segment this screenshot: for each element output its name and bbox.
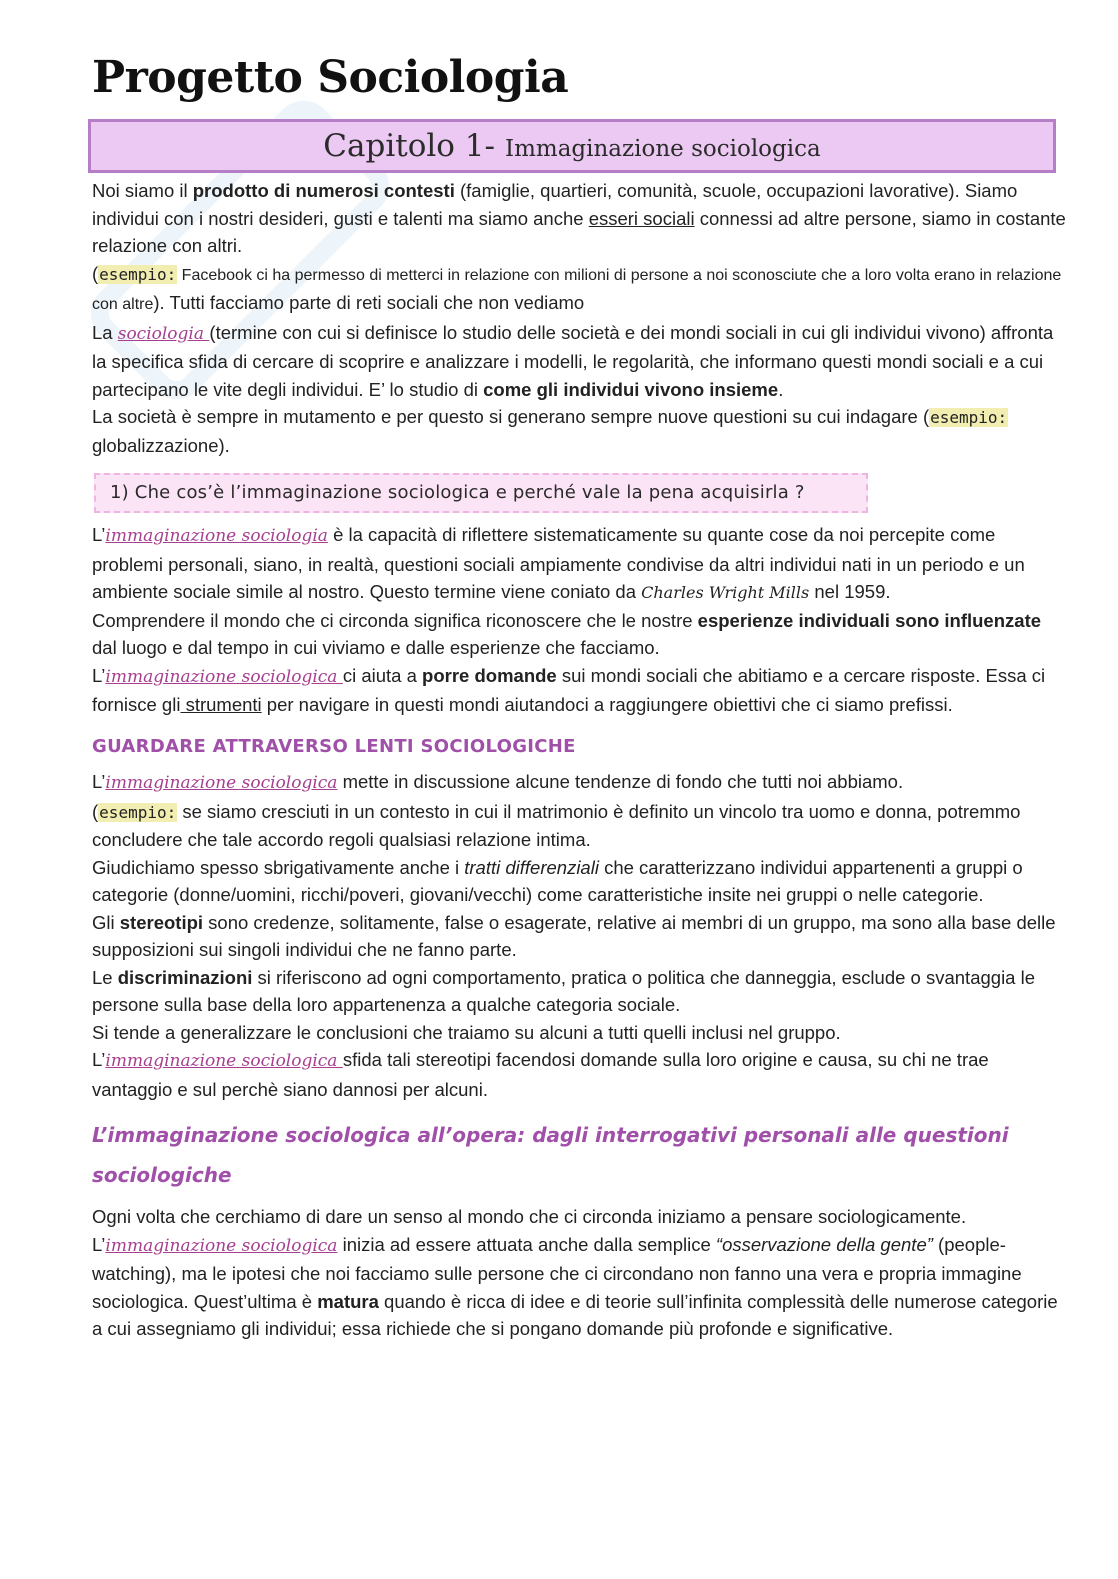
paragraph: Ogni volta che cerchiamo di dare un senso al mondo che ci circonda iniziamo a pensare sociologicamente. [92, 1206, 967, 1227]
text: mette in discussione alcune tendenze di fondo che tutti noi abbiamo. [337, 771, 904, 792]
italic-text: “osservazione della gente” [715, 1233, 933, 1255]
text: L’ [92, 664, 106, 686]
paragraph [92, 798, 1067, 854]
underlined-text: strumenti [180, 694, 262, 715]
italic-text: tratti differenziali [464, 856, 599, 878]
text: (people-watching), ma le ipotesi che noi facciamo sulle persone che ci circondano non fanno una vera e propria immagine sociologica. Quest’ultima è [92, 1233, 1022, 1312]
text: ( [92, 262, 99, 284]
bold-text: come gli individui vivono insieme [483, 378, 779, 400]
text: Giudichiamo spesso sbrigativamente anche i [92, 856, 465, 878]
text: sono credenze, solitamente, false o esagerate, relative ai membri di un gruppo, ma sono alla base delle supposizioni sui singoli individui che ne fanno parte. [92, 911, 1056, 960]
text: Le [92, 966, 118, 988]
text: che caratterizzano individui appartenenti a gruppi o categorie (donne/uomini, ricchi/poveri, giovani/vecchi) come caratteristiche insite nei gruppi o nelle categorie. [92, 856, 1023, 905]
chapter-header [88, 119, 1056, 173]
bold-text: stereotipi [119, 911, 204, 933]
text: . [778, 378, 784, 400]
bold-text: esperienze individuali sono influenzate [697, 609, 1042, 631]
paragraph [92, 403, 1067, 459]
paragraph [92, 854, 1067, 909]
bold-text: prodotto di numerosi contesti [192, 180, 455, 201]
text: La società è sempre in mutamento e per questo si generano sempre nuove questioni su cui indagare ( [92, 406, 930, 427]
question-heading: 1) Che cos’è l’immaginazione sociologica e perché vale la pena acquisirla ? [94, 473, 868, 513]
text: L’ [92, 1049, 106, 1070]
chapter-number: Capitolo 1- [323, 128, 495, 164]
text: dal luogo e dal tempo in cui viviamo e dalle esperienze che facciamo. [92, 637, 660, 658]
paragraph [92, 607, 1067, 662]
text: L’ [92, 524, 106, 545]
text: Comprendere il mondo che ci circonda significa riconoscere che le nostre [92, 609, 698, 631]
underlined-text: esseri sociali [588, 207, 695, 229]
text: nel 1959. [809, 581, 891, 602]
example-highlight: esempio: [99, 264, 177, 284]
text: per navigare in questi mondi aiutandoci a raggiungere obiettivi che ci siamo prefissi. [261, 694, 953, 715]
text: se siamo cresciuti in un contesto in cui il matrimonio è definito un vincolo tra uomo e donna, potremmo concludere che tale accordo regoli qualsiasi relazione intima. [92, 800, 1021, 850]
text: è la capacità di riflettere sistematicamente su quante cose da noi percepite come problemi personali, siano, in realtà, questioni sociali ampiamente condivise da altri individui nati in un periodo e un ambiente sociale simile al nostro. Questo termine viene coniato da [92, 524, 1025, 602]
term-highlight: sociologia [117, 323, 210, 344]
section-heading: L’immaginazione sociologica all’opera: dagli interrogativi personali alle questioni sociologiche [92, 1123, 1009, 1187]
document-body [92, 177, 1067, 1343]
page-title: Progetto Sociologia [92, 52, 569, 103]
text: sfida tali stereotipi facendosi domande sulla loro origine e causa, su chi ne trae vantaggio e sul perchè siano dannosi per alcuni. [92, 1049, 989, 1100]
paragraph [92, 909, 1067, 964]
text: L’ [92, 1233, 106, 1255]
paragraph [92, 662, 1067, 719]
text: L’ [92, 771, 106, 792]
text: quando è ricca di idee e di teorie sull’infinita complessità delle numerose categorie a cui assegniamo gli individui; essa richiede che si pongano domande più profonde e significative. [92, 1290, 1058, 1339]
text: inizia ad essere attuata anche dalla semplice [337, 1233, 716, 1255]
term-highlight: immaginazione sociologia [105, 526, 328, 546]
example-highlight: esempio: [99, 802, 177, 822]
bold-text: porre domande [422, 664, 557, 686]
text: La [92, 321, 118, 343]
paragraph [92, 964, 1067, 1019]
bold-text: matura [317, 1290, 379, 1312]
term-highlight: immaginazione sociologica [105, 666, 343, 687]
text: ( [92, 800, 99, 822]
paragraph [92, 768, 1067, 798]
text: globalizzazione). [92, 434, 230, 456]
paragraph [92, 260, 1067, 319]
text: Gli [92, 911, 120, 933]
text: sui mondi sociali che abitiamo e a cercare risposte. Essa ci fornisce gli [92, 664, 1046, 715]
term-highlight: immaginazione sociologica [105, 773, 338, 793]
paragraph [92, 177, 1067, 260]
paragraph [92, 319, 1067, 404]
paragraph [92, 1231, 1067, 1343]
text: Noi siamo il [92, 180, 193, 201]
text: connessi ad altre persone, siamo in costante relazione con altri. [92, 207, 1066, 256]
author-name: Charles Wright Mills [641, 583, 810, 602]
text: (termine con cui si definisce lo studio delle società e dei mondi sociali in cui gli individui vivono) affronta la specifica sfida di cercare di scoprire e analizzare i modelli, le regolarità, che informano questi mondi sociali e a cui partecipano le vite degli individui. E’ lo studio di [92, 321, 1054, 400]
text: si riferiscono ad ogni comportamento, pratica o politica che danneggia, esclude o svantaggia le persone sulla base della loro appartenenza a qualche categoria sociale. [92, 966, 1036, 1015]
paragraph [92, 521, 1067, 607]
paragraph: Si tende a generalizzare le conclusioni che traiamo su alcuni a tutti quelli inclusi nel gruppo. [92, 1021, 841, 1043]
small-text: Facebook ci ha permesso di metterci in relazione con milioni di persone a noi sconosciute che a loro volta erano in relazione con altre [92, 266, 1062, 313]
example-highlight: esempio: [930, 408, 1008, 427]
text: ). Tutti facciamo parte di reti sociali che non vediamo [153, 292, 585, 313]
text: (famiglie, quartieri, comunità, scuole, occupazioni lavorative). Siamo individui con i nostri desideri, gusti e talenti ma siamo anche [92, 180, 1018, 229]
term-highlight: immaginazione sociologica [105, 1051, 343, 1071]
paragraph [92, 1046, 1067, 1103]
chapter-title: Immaginazione sociologica [505, 136, 821, 162]
section-heading: GUARDARE ATTRAVERSO LENTI SOCIOLOGICHE [92, 735, 576, 757]
bold-text: discriminazioni [117, 966, 253, 988]
term-highlight: immaginazione sociologica [105, 1235, 338, 1256]
text: ci aiuta a [342, 664, 423, 686]
